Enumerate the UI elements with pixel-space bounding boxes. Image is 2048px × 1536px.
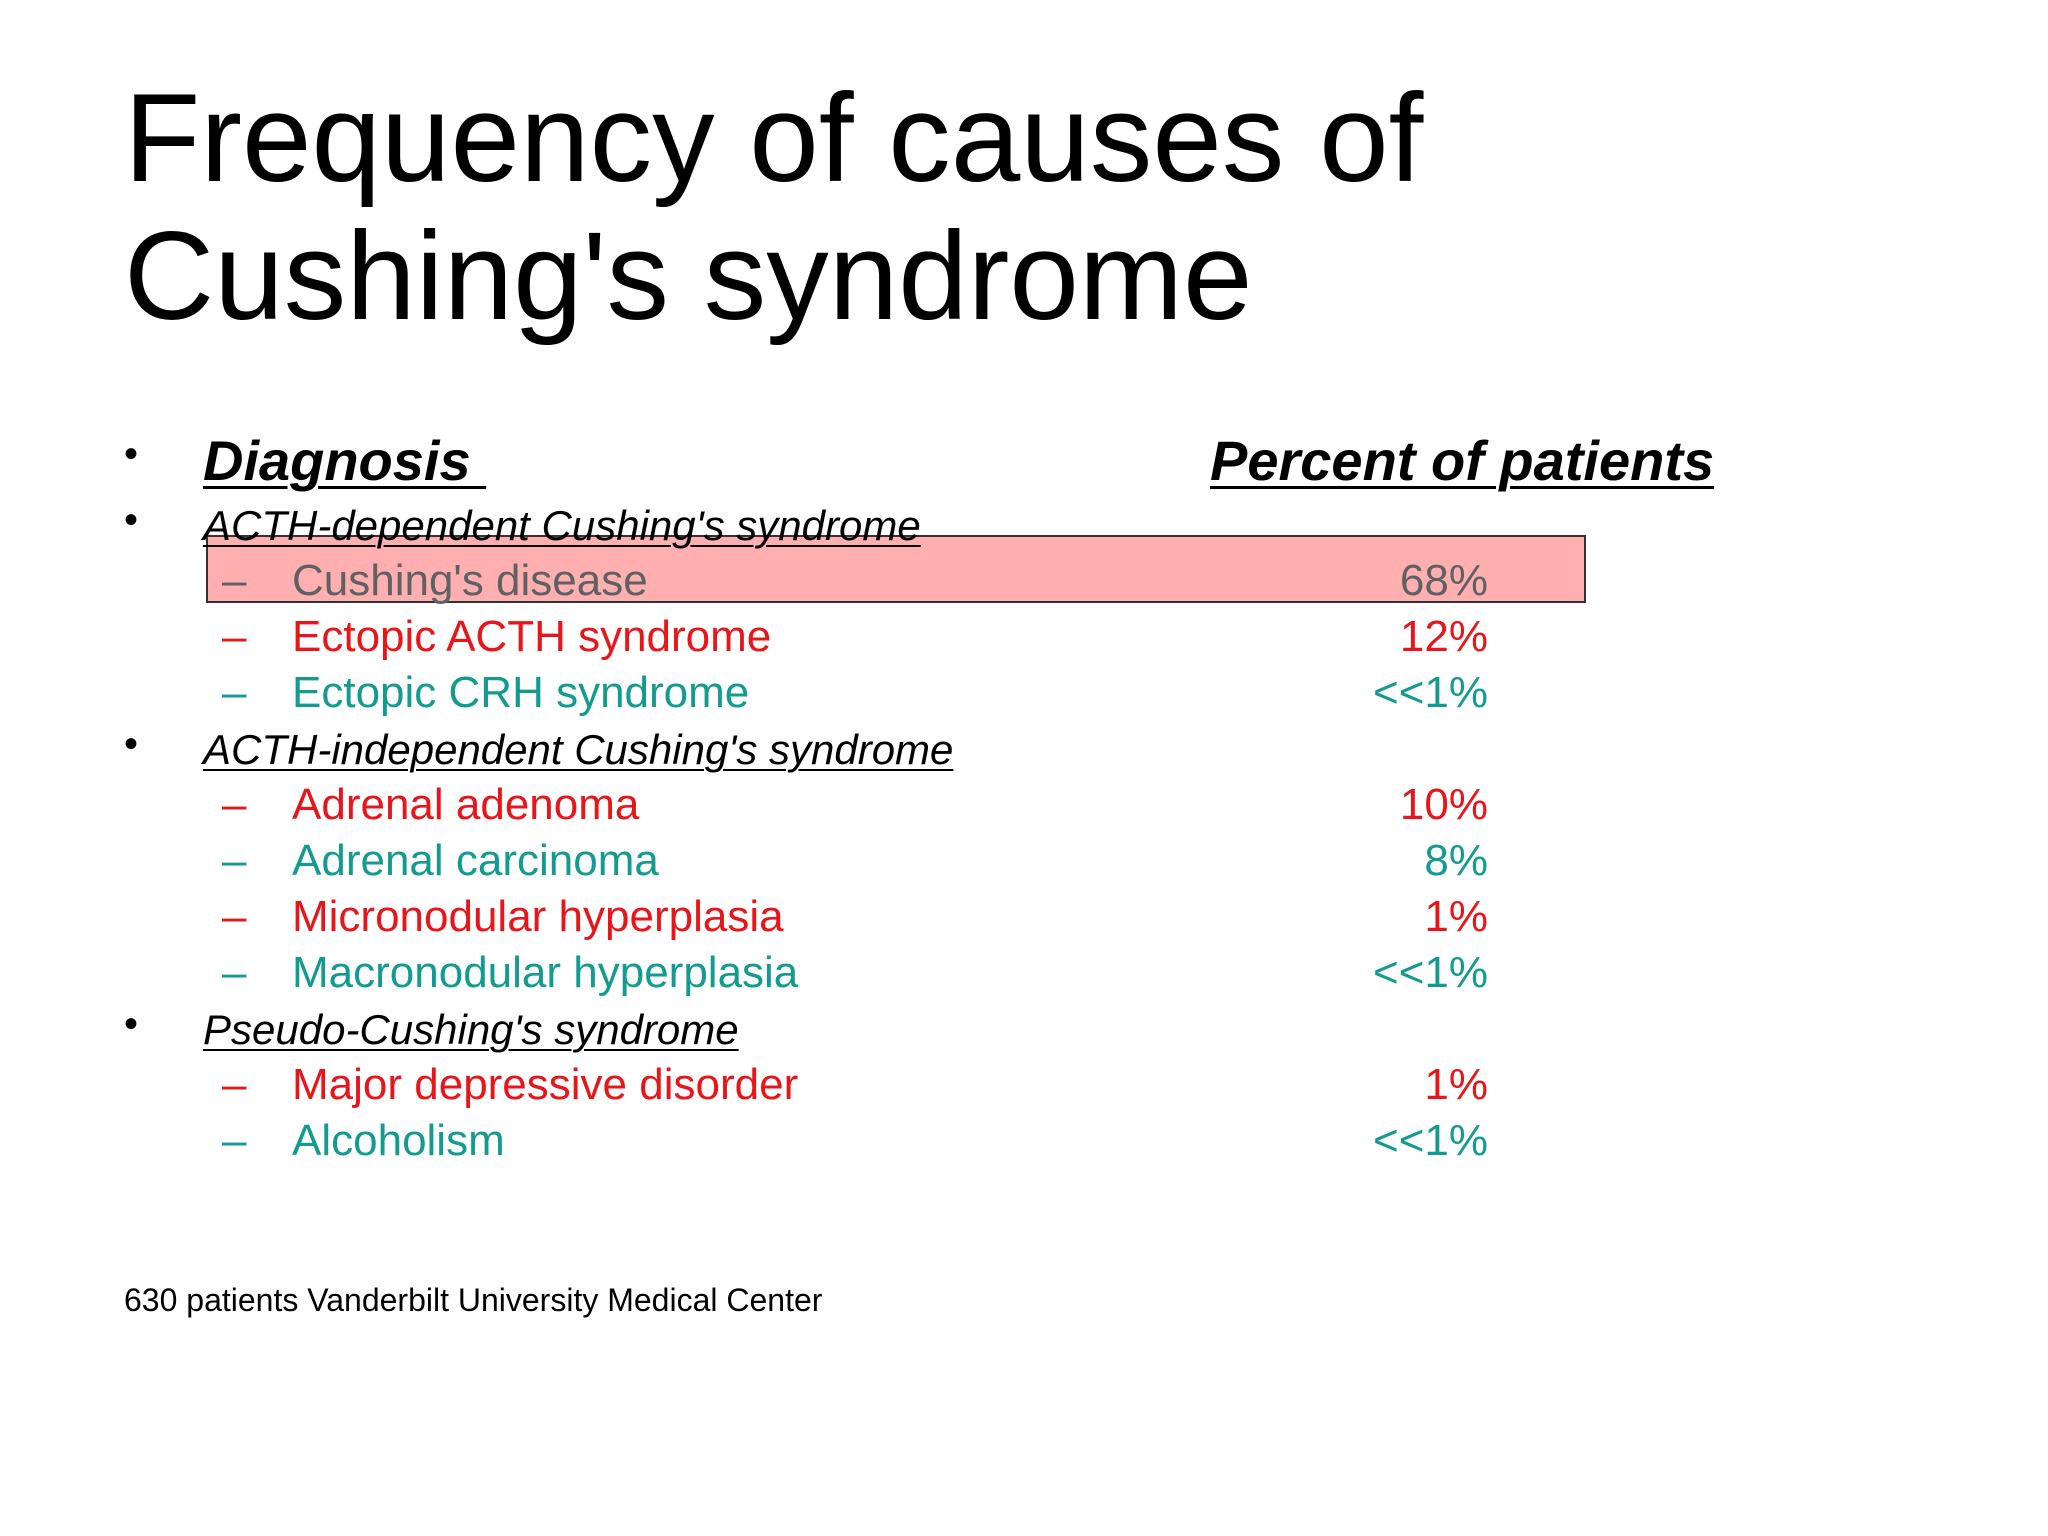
bullet-marker: •: [124, 498, 139, 542]
section-label: ACTH-independent Cushing's syndrome: [203, 726, 954, 773]
dash-marker: –: [222, 612, 247, 661]
slide-title: Frequency of causes of Cushing's syndrome: [124, 69, 1424, 346]
percent-value: <<1%: [1373, 948, 1488, 997]
dash-marker: –: [222, 556, 247, 605]
diagnosis-name: Cushing's disease: [292, 556, 648, 605]
bullet-marker: •: [124, 1002, 139, 1046]
diagnosis-name: Micronodular hyperplasia: [292, 892, 784, 941]
dash-marker: –: [222, 948, 247, 997]
dash-marker: –: [222, 892, 247, 941]
dash-marker: –: [222, 668, 247, 717]
percent-value: 8%: [1424, 836, 1488, 885]
dash-marker: –: [222, 836, 247, 885]
percent-value: <<1%: [1373, 1116, 1488, 1165]
diagnosis-name: Alcoholism: [292, 1116, 505, 1165]
diagnosis-name: Ectopic ACTH syndrome: [292, 612, 772, 661]
section-label: Pseudo-Cushing's syndrome: [203, 1006, 739, 1053]
percent-value: <<1%: [1373, 668, 1488, 717]
diagnosis-name: Adrenal adenoma: [292, 780, 640, 829]
dash-marker: –: [222, 1060, 247, 1109]
diagnosis-name: Adrenal carcinoma: [292, 836, 659, 885]
diagnosis-name: Macronodular hyperplasia: [292, 948, 799, 997]
bullet-marker: •: [124, 432, 139, 476]
header-diagnosis: Diagnosis: [203, 429, 487, 492]
percent-value: 68%: [1399, 556, 1488, 605]
percent-value: 1%: [1424, 1060, 1488, 1109]
diagnosis-name: Ectopic CRH syndrome: [292, 668, 750, 717]
header-percent: Percent of patients: [1210, 429, 1715, 492]
diagnosis-name: Major depressive disorder: [292, 1060, 799, 1109]
dash-marker: –: [222, 780, 247, 829]
percent-value: 10%: [1399, 780, 1488, 829]
percent-value: 1%: [1424, 892, 1488, 941]
dash-marker: –: [222, 1116, 247, 1165]
section-label: ACTH-dependent Cushing's syndrome: [203, 502, 921, 549]
percent-value: 12%: [1399, 612, 1488, 661]
footnote: 630 patients Vanderbilt University Medical Center: [124, 1282, 823, 1318]
bullet-marker: •: [124, 722, 139, 766]
